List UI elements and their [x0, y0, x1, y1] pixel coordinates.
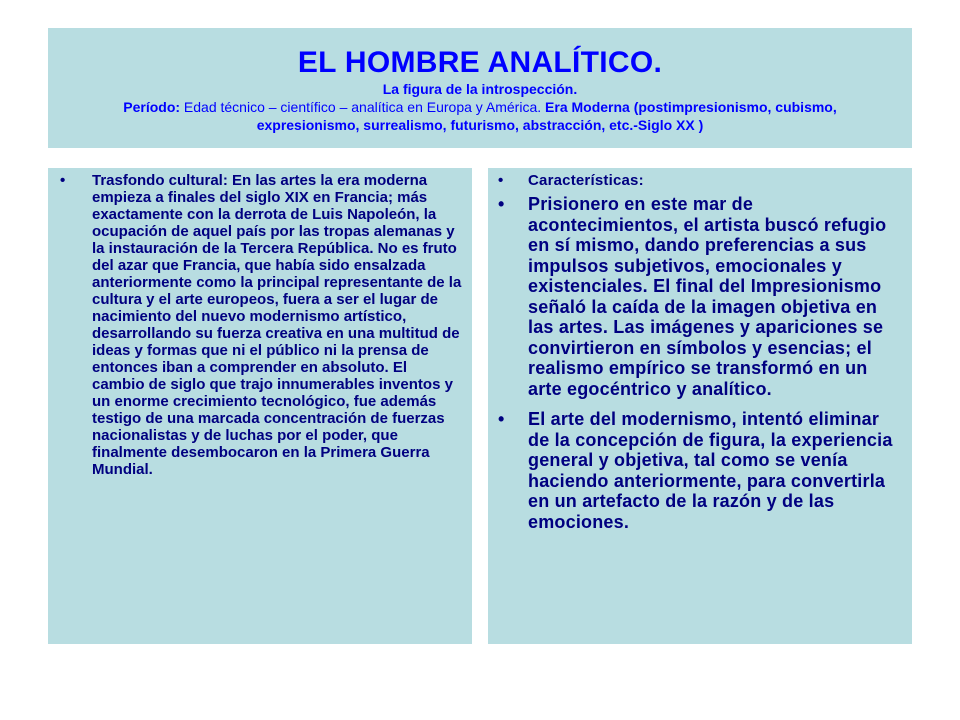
era-line-2: expresionismo, surrealismo, futurismo, abstracción, etc.-Siglo XX ) — [256, 117, 704, 133]
period-label: Período: — [123, 99, 181, 115]
slide-title: EL HOMBRE ANALÍTICO. — [297, 46, 663, 79]
era-line-1: Era Moderna (postimpresionismo, cubismo, — [545, 99, 837, 115]
title-box — [48, 28, 912, 148]
left-bullet-list — [60, 172, 462, 478]
list-item — [498, 194, 904, 399]
characteristics-paragraph-1: Prisionero en este mar de acontecimientos, el artista buscó refugio en sí mismo, dando preferencias a sus impulsos subjetivos, emocionales y existenciales. El final del Impresionismo señaló la caída de la imagen objetiva en las artes. Las imágenes y apariciones se convirtieron en símbolos y esencias; el realismo empírico se transformó en un arte egocéntrico y analítico. — [528, 194, 887, 399]
list-item — [60, 172, 462, 478]
period-text: Edad técnico – científico – analítica en Europa y América. — [183, 99, 542, 115]
left-text-box — [48, 168, 472, 644]
cultural-background-text: Trasfondo cultural: En las artes la era moderna empieza a finales del siglo XIX en Francia; más exactamente con la derrota de Luis Napoleón, la ocupación de aquel país por las tropas alemanas y la instauración de la Tercera República. No es fruto del azar que Francia, que había sido ensalzada anteriormente como la principal representante de la cultura y el arte europeos, fuera a ser el lugar de nacimiento del nuevo modernismo artístico, desarrollando su fuerza creativa en una multitud de ideas y formas que ni el público ni la prensa de entonces iban a comprender en absoluto. El cambio de siglo que trajo innumerables inventos y un enorme crecimiento tecnológico, fue además testigo de una marcada concentración de fuerzas nacionalistas y de luchas por el poder, que finalmente desembocaron en la Primera Guerra Mundial. — [92, 172, 462, 478]
period-line — [48, 99, 912, 116]
list-item — [498, 409, 904, 532]
bullet-icon: • — [498, 172, 504, 189]
list-item — [498, 172, 904, 190]
bullet-icon: • — [498, 194, 505, 214]
bullet-icon: • — [498, 409, 505, 429]
right-text-box — [488, 168, 912, 644]
characteristics-heading: Características: — [528, 172, 644, 189]
characteristics-paragraph-2: El arte del modernismo, intentó eliminar de la concepción de figura, la experiencia general y objetiva, tal como se venía haciendo anteriormente, para convertirla en un artefacto de la razón y de las emociones. — [528, 409, 893, 532]
bullet-icon: • — [60, 172, 66, 189]
slide-subtitle: La figura de la introspección. — [382, 81, 578, 97]
right-bullet-list — [498, 172, 904, 532]
